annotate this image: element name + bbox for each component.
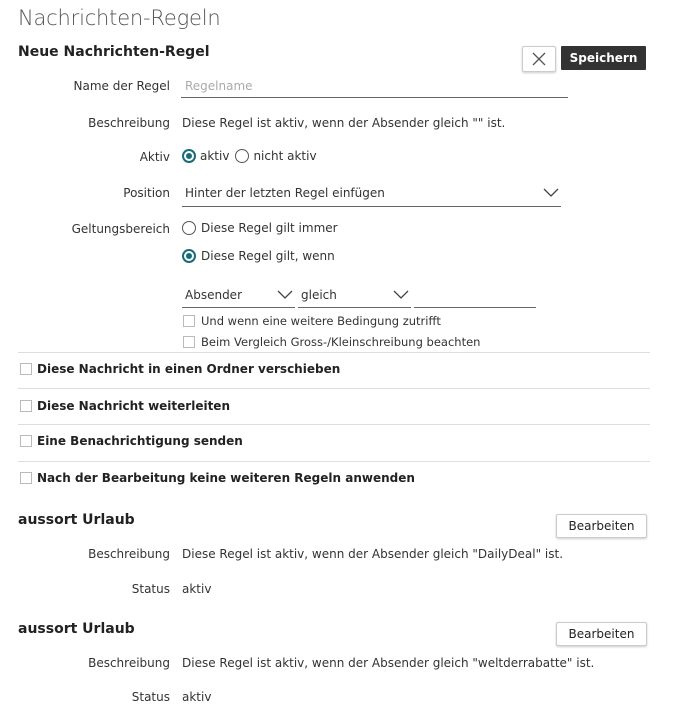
chevron-down-icon	[277, 290, 293, 300]
action-label: Diese Nachricht in einen Ordner verschieben	[37, 362, 341, 376]
divider	[18, 461, 650, 462]
rule-status-value: aktiv	[182, 582, 212, 596]
page-title: Nachrichten-Regeln	[18, 6, 221, 30]
condition-operator-value: gleich	[301, 288, 337, 302]
scope-always-label: Diese Regel gilt immer	[201, 221, 338, 235]
extra-condition-checkbox[interactable]	[183, 315, 195, 327]
active-radio[interactable]	[182, 149, 196, 163]
divider	[18, 388, 650, 389]
case-sensitive-checkbox[interactable]	[183, 336, 195, 348]
close-button[interactable]	[522, 46, 556, 72]
edit-button[interactable]: Bearbeiten	[556, 622, 647, 646]
case-sensitive-label: Beim Vergleich Gross-/Kleinschreibung beachten	[201, 335, 481, 349]
scope-always-radio[interactable]	[182, 221, 196, 235]
save-button[interactable]: Speichern	[561, 46, 646, 70]
rule-description-label: Beschreibung	[88, 547, 170, 561]
position-value: Hinter der letzten Regel einfügen	[185, 186, 385, 200]
description-text: Diese Regel ist aktiv, wenn der Absender gleich "" ist.	[182, 116, 506, 130]
action-checkbox[interactable]	[20, 472, 32, 484]
name-label: Name der Regel	[73, 79, 170, 93]
rule-title: aussort Urlaub	[18, 621, 135, 637]
action-item[interactable]	[20, 471, 415, 485]
rule-status-value: aktiv	[182, 690, 212, 704]
condition-field-select[interactable]	[182, 283, 295, 308]
description-label: Beschreibung	[88, 116, 170, 130]
rule-description-text: Diese Regel ist aktiv, wenn der Absender gleich "weltderrabatte" ist.	[182, 656, 595, 670]
scope-when-label: Diese Regel gilt, wenn	[201, 249, 335, 263]
divider	[18, 352, 650, 353]
rule-description-label: Beschreibung	[88, 656, 170, 670]
chevron-down-icon	[543, 188, 559, 198]
inactive-radio[interactable]	[235, 149, 249, 163]
chevron-down-icon	[393, 290, 409, 300]
action-checkbox[interactable]	[20, 435, 32, 447]
scope-label: Geltungsbereich	[71, 222, 170, 236]
action-item[interactable]	[20, 362, 340, 376]
rule-title: aussort Urlaub	[18, 512, 135, 528]
scope-when-radio[interactable]	[182, 249, 196, 263]
condition-field-value: Absender	[185, 288, 242, 302]
rule-name-input[interactable]	[181, 75, 568, 98]
active-label: Aktiv	[139, 150, 170, 164]
action-checkbox[interactable]	[20, 363, 32, 375]
edit-button[interactable]: Bearbeiten	[556, 514, 647, 538]
action-label: Nach der Bearbeitung keine weiteren Regeln anwenden	[37, 471, 415, 485]
divider	[18, 424, 650, 425]
action-item[interactable]	[20, 434, 243, 448]
new-rule-title: Neue Nachrichten-Regel	[18, 44, 210, 60]
action-label: Diese Nachricht weiterleiten	[37, 399, 230, 413]
position-select[interactable]	[182, 180, 561, 207]
condition-operator-select[interactable]	[298, 283, 411, 308]
extra-condition-label: Und wenn eine weitere Bedingung zutrifft	[201, 314, 441, 328]
position-label: Position	[123, 186, 170, 200]
active-option-label: aktiv	[200, 149, 230, 163]
action-label: Eine Benachrichtigung senden	[37, 434, 243, 448]
rule-status-label: Status	[131, 582, 170, 596]
inactive-option-label: nicht aktiv	[253, 149, 317, 163]
rule-description-text: Diese Regel ist aktiv, wenn der Absender gleich "DailyDeal" ist.	[182, 547, 564, 561]
action-checkbox[interactable]	[20, 400, 32, 412]
rule-status-label: Status	[131, 690, 170, 704]
condition-value-input[interactable]	[414, 285, 536, 308]
action-item[interactable]	[20, 399, 230, 413]
close-icon	[532, 52, 546, 66]
